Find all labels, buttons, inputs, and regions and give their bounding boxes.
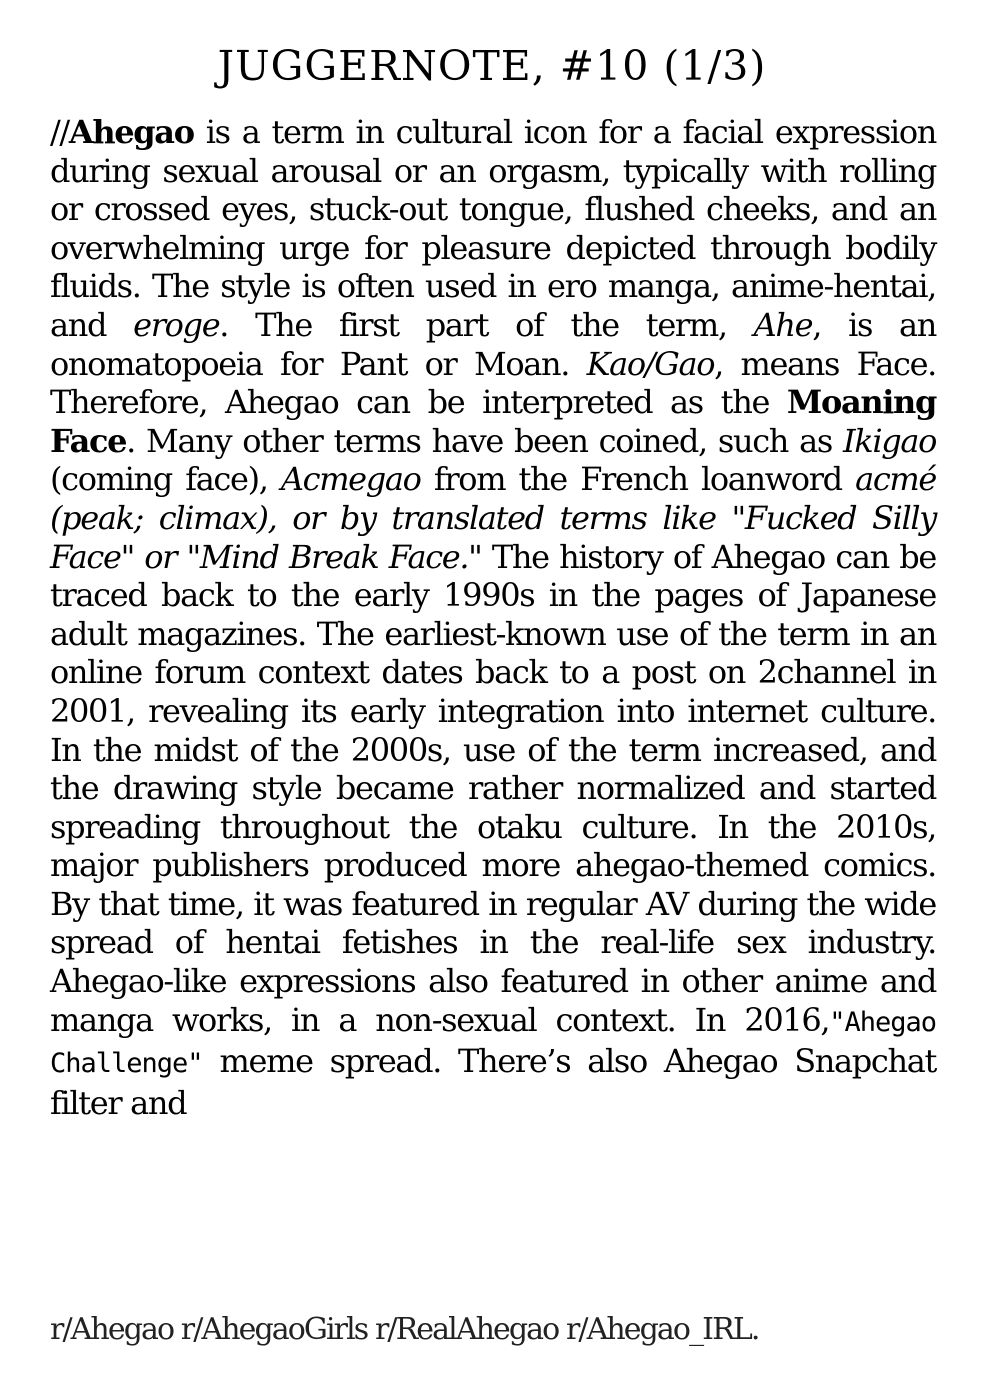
bold-term: Moaning Face [50,383,936,460]
italic-term: Acmegao [280,460,421,499]
italic-term: acmé (peak; climax), or by translated terms like "Fucked Silly Face" or "Mind Break Face." [50,460,936,576]
text-run: , means Face. Therefore, Ahegao can be interpreted as the [50,344,936,422]
text-run: (coming face), [50,460,281,499]
text-run: is a term in cultural icon for a facial expression during sexual arousal or an orgasm, typically with rolling or crossed eyes, stuck-out tongue, flushed cheeks, and an overwhelming urge for pleasure depicted through bodily fluids. The style is often used in ero manga, anime-hentai, and [50,113,936,344]
text-run: meme spread. There’s also Ahegao Snapchat filter and [50,1042,936,1122]
bold-term: Ahegao [68,113,194,151]
page-title: JUGGERNOTE, #10 (1/3) [217,42,767,90]
text-run: // [50,113,69,151]
text-run: . The first part of the term, [219,305,754,344]
italic-term: Ahe [753,305,813,344]
text-run: from the French loanword [420,460,856,499]
body-paragraph [50,113,936,1122]
text-run: , is an onomatopoeia for Pant or Moan. [50,305,936,383]
monospace-quote: "Ahegao Challenge" [50,1006,936,1080]
italic-term: Ikigao [843,421,936,460]
italic-term: Kao/Gao [586,344,715,383]
text-run: The history of Ahegao can be traced back to the early 1990s in the pages of Japanese adult magazines. The earliest-known use of the term in an online forum context dates back to a post on 2channel in 2001, revealing its early integration into internet culture. In the midst of the 2000s, use of the term increased, and the drawing style became rather normalized and started spreading throughout the otaku culture. In the 2010s, major publishers produced more ahegao-themed comics. By that time, it was featured in regular AV during the wide spread of hentai fetishes in the real-life sex industry. Ahegao-like expressions also featured in other anime and manga works, in a non-sexual context. In 2016, [50,537,936,1039]
text-run: . Many other terms have been coined, such as [126,421,843,460]
italic-term: eroge [133,305,220,344]
subreddit-list: r/Ahegao r/AhegaoGirls r/RealAhegao r/Ahegao_IRL. [50,1312,759,1347]
